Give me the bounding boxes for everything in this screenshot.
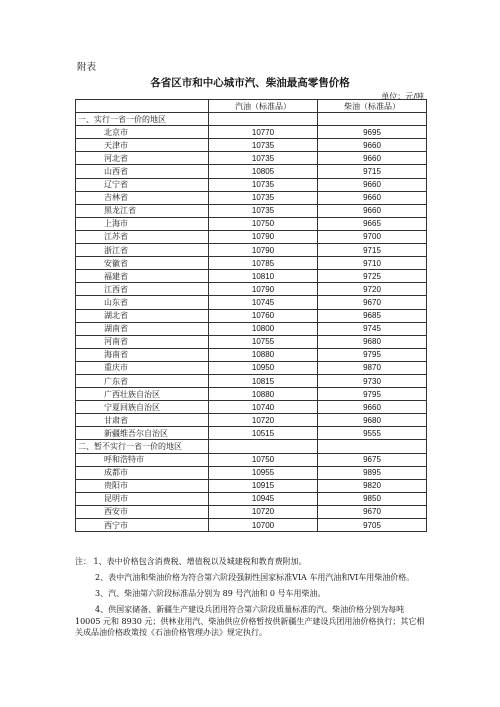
gasoline-price-cell: 10755	[209, 335, 318, 348]
gasoline-price-cell: 10790	[209, 244, 318, 257]
table-body	[76, 113, 427, 532]
diesel-price-cell: 9660	[318, 178, 427, 191]
table-row	[76, 466, 427, 479]
region-cell: 广西壮族自治区	[76, 388, 209, 401]
region-cell: 海南省	[76, 348, 209, 361]
diesel-price-cell: 9720	[318, 283, 427, 296]
table-row	[76, 283, 427, 296]
region-cell: 吉林省	[76, 191, 209, 204]
region-cell: 重庆市	[76, 361, 209, 374]
note-4: 4、供国家储备、新疆生产建设兵团用符合第六阶段质量标准的汽、柴油价格分别为每吨 10005 元和 8930 元；供林业用汽、柴油供应价格暂按供新疆生产建设兵团用油价格执行；其它相关成品油价格政策按《石油价格管理办法》规定执行。	[75, 605, 425, 638]
gasoline-price-cell: 10700	[209, 519, 318, 532]
table-row	[76, 217, 427, 230]
table-row	[76, 348, 427, 361]
diesel-price-cell: 9795	[318, 388, 427, 401]
diesel-price-cell: 9660	[318, 204, 427, 217]
price-table	[75, 99, 427, 532]
region-cell: 安徽省	[76, 257, 209, 270]
gasoline-price-cell: 10880	[209, 388, 318, 401]
region-cell: 天津市	[76, 139, 209, 152]
diesel-price-cell: 9555	[318, 427, 427, 440]
table-header-row	[76, 100, 427, 113]
diesel-price-cell: 9745	[318, 322, 427, 335]
region-cell: 宁夏回族自治区	[76, 401, 209, 414]
gasoline-price-cell: 10790	[209, 230, 318, 243]
section-row	[76, 440, 427, 453]
gasoline-price-cell: 10880	[209, 348, 318, 361]
diesel-price-cell: 9670	[318, 505, 427, 518]
table-row	[76, 519, 427, 532]
region-cell: 江苏省	[76, 230, 209, 243]
table-row	[76, 204, 427, 217]
diesel-price-cell: 9660	[318, 191, 427, 204]
diesel-price-cell: 9700	[318, 230, 427, 243]
gasoline-price-cell: 10785	[209, 257, 318, 270]
region-cell: 湖南省	[76, 322, 209, 335]
diesel-price-cell: 9680	[318, 335, 427, 348]
gasoline-price-cell: 10750	[209, 453, 318, 466]
region-cell: 黑龙江省	[76, 204, 209, 217]
gasoline-price-cell: 10915	[209, 479, 318, 492]
diesel-price-cell: 9850	[318, 492, 427, 505]
gasoline-price-cell: 10735	[209, 204, 318, 217]
empty-cell	[318, 440, 427, 453]
table-row	[76, 244, 427, 257]
gasoline-price-cell: 10945	[209, 492, 318, 505]
region-cell: 辽宁省	[76, 178, 209, 191]
note-3: 3、汽、柴油第六阶段标准品分别为 89 号汽油和 0 号车用柴油。	[95, 589, 326, 599]
region-cell: 浙江省	[76, 244, 209, 257]
diesel-price-cell: 9660	[318, 139, 427, 152]
table-row	[76, 257, 427, 270]
gasoline-price-cell: 10800	[209, 322, 318, 335]
table-row	[76, 309, 427, 322]
gasoline-price-cell: 10740	[209, 401, 318, 414]
gasoline-price-cell: 10805	[209, 165, 318, 178]
gasoline-price-cell: 10735	[209, 152, 318, 165]
gasoline-price-cell: 10720	[209, 505, 318, 518]
table-row	[76, 165, 427, 178]
gasoline-price-cell: 10810	[209, 270, 318, 283]
diesel-price-cell: 9730	[318, 374, 427, 387]
table-row	[76, 178, 427, 191]
gasoline-price-cell: 10735	[209, 178, 318, 191]
region-cell: 北京市	[76, 126, 209, 139]
region-cell: 河北省	[76, 152, 209, 165]
table-row	[76, 492, 427, 505]
diesel-price-cell: 9660	[318, 401, 427, 414]
region-cell: 山东省	[76, 296, 209, 309]
table-row	[76, 361, 427, 374]
region-cell: 西安市	[76, 505, 209, 518]
table-row	[76, 322, 427, 335]
diesel-price-cell: 9675	[318, 453, 427, 466]
diesel-price-cell: 9695	[318, 126, 427, 139]
table-row	[76, 453, 427, 466]
table-row	[76, 230, 427, 243]
gasoline-price-cell: 10770	[209, 126, 318, 139]
region-cell: 甘肃省	[76, 414, 209, 427]
gasoline-price-cell: 10815	[209, 374, 318, 387]
table-row	[76, 388, 427, 401]
diesel-price-cell: 9665	[318, 217, 427, 230]
section-title: 二、暂不实行一省一价的地区	[76, 440, 209, 453]
gasoline-price-cell: 10790	[209, 283, 318, 296]
header-gasoline: 汽油（标准品）	[209, 100, 318, 113]
diesel-price-cell: 9725	[318, 270, 427, 283]
table-row	[76, 191, 427, 204]
document-title: 各省区市和中心城市汽、柴油最高零售价格	[150, 77, 350, 89]
region-cell: 福建省	[76, 270, 209, 283]
region-cell: 上海市	[76, 217, 209, 230]
table-row	[76, 414, 427, 427]
table-row	[76, 126, 427, 139]
region-cell: 广东省	[76, 374, 209, 387]
diesel-price-cell: 9715	[318, 165, 427, 178]
region-cell: 呼和浩特市	[76, 453, 209, 466]
header-region	[76, 100, 209, 113]
table-row	[76, 374, 427, 387]
region-cell: 山西省	[76, 165, 209, 178]
diesel-price-cell: 9820	[318, 479, 427, 492]
diesel-price-cell: 9710	[318, 257, 427, 270]
table-row	[76, 335, 427, 348]
table-row	[76, 139, 427, 152]
gasoline-price-cell: 10950	[209, 361, 318, 374]
region-cell: 江西省	[76, 283, 209, 296]
notes	[75, 556, 430, 644]
empty-cell	[318, 113, 427, 126]
diesel-price-cell: 9715	[318, 244, 427, 257]
diesel-price-cell: 9680	[318, 414, 427, 427]
region-cell: 新疆维吾尔自治区	[76, 427, 209, 440]
note-1: 注： 1、表中价格包含消费税、增值税以及城建税和教育费附加。	[75, 557, 307, 566]
table-row	[76, 296, 427, 309]
region-cell: 西宁市	[76, 519, 209, 532]
region-cell: 湖北省	[76, 309, 209, 322]
empty-cell	[209, 440, 318, 453]
table-row	[76, 270, 427, 283]
table-row	[76, 152, 427, 165]
diesel-price-cell: 9870	[318, 361, 427, 374]
diesel-price-cell: 9685	[318, 309, 427, 322]
table-row	[76, 505, 427, 518]
gasoline-price-cell: 10735	[209, 139, 318, 152]
region-cell: 昆明市	[76, 492, 209, 505]
diesel-price-cell: 9705	[318, 519, 427, 532]
table-row	[76, 427, 427, 440]
table-row	[76, 479, 427, 492]
diesel-price-cell: 9895	[318, 466, 427, 479]
unit-label: 单位：元/吨	[381, 92, 424, 101]
gasoline-price-cell: 10955	[209, 466, 318, 479]
gasoline-price-cell: 10745	[209, 296, 318, 309]
appendix-label: 附表	[77, 62, 97, 73]
diesel-price-cell: 9795	[318, 348, 427, 361]
gasoline-price-cell: 10720	[209, 414, 318, 427]
section-row	[76, 113, 427, 126]
gasoline-price-cell: 10750	[209, 217, 318, 230]
gasoline-price-cell: 10735	[209, 191, 318, 204]
section-title: 一、实行一省一价的地区	[76, 113, 209, 126]
table-row	[76, 401, 427, 414]
gasoline-price-cell: 10760	[209, 309, 318, 322]
region-cell: 河南省	[76, 335, 209, 348]
region-cell: 成都市	[76, 466, 209, 479]
note-2: 2、表中汽油和柴油价格为符合第六阶段强制性国家标准VIA 车用汽油和VI车用柴油价格。	[95, 573, 415, 583]
gasoline-price-cell: 10515	[209, 427, 318, 440]
header-diesel: 柴油（标准品）	[318, 100, 427, 113]
diesel-price-cell: 9670	[318, 296, 427, 309]
region-cell: 贵阳市	[76, 479, 209, 492]
empty-cell	[209, 113, 318, 126]
diesel-price-cell: 9660	[318, 152, 427, 165]
